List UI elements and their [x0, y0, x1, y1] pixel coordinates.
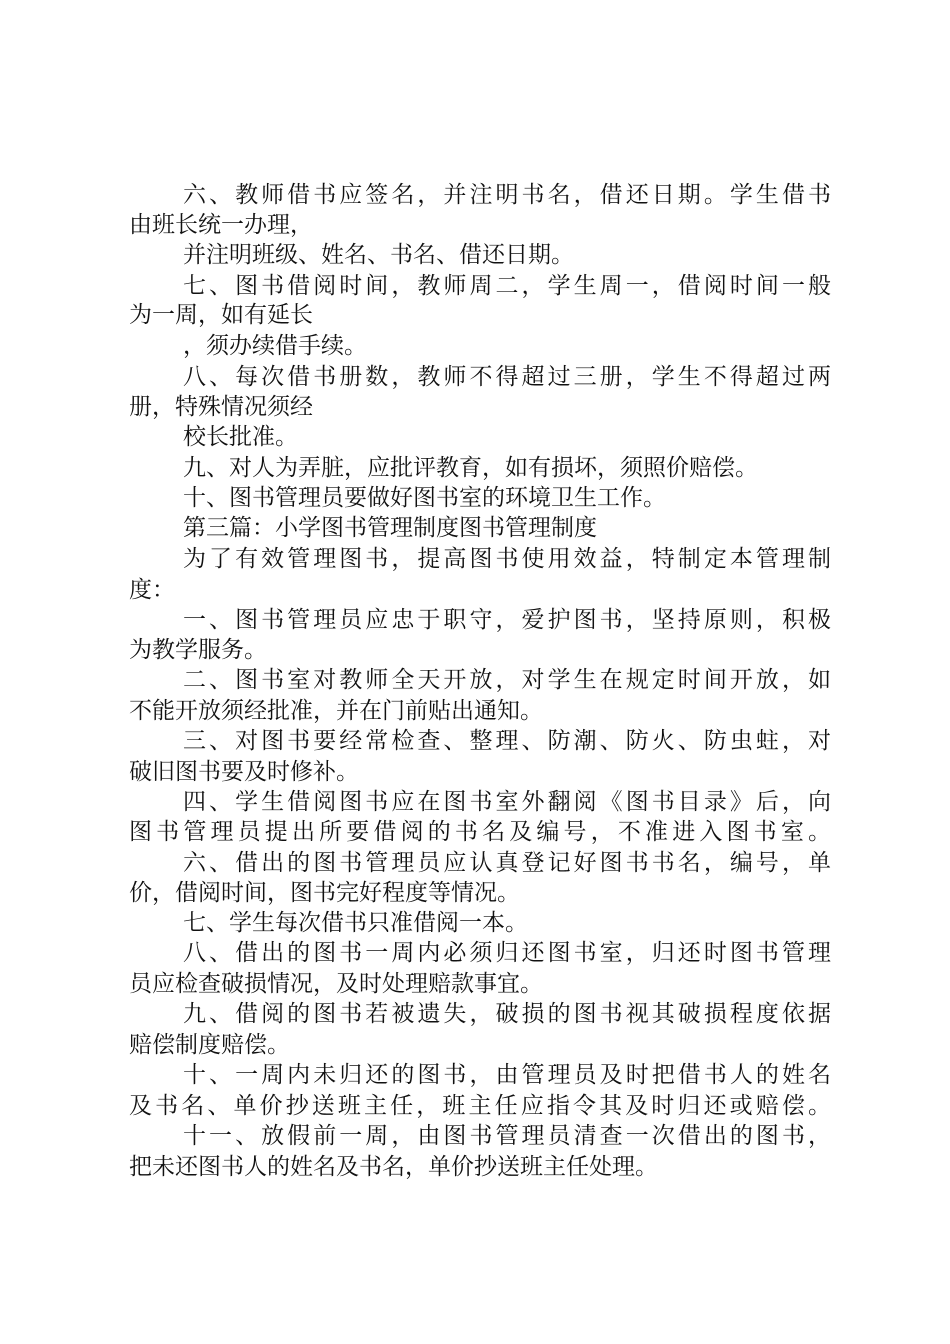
text-line: 由班长统一办理， [129, 212, 313, 238]
text-line: 七、学生每次借书只准借阅一本。 [183, 910, 528, 936]
text-line: 十、一周内未归还的图书，由管理员及时把借书人的姓名 [183, 1062, 831, 1088]
text-line: 七、图书借阅时间，教师周二，学生周一，借阅时间一般 [183, 273, 831, 299]
text-line: 员应检查破损情况，及时处理赔款事宜。 [129, 971, 543, 997]
text-line: 一、图书管理员应忠于职守，爱护图书，坚持原则，积极 [183, 607, 831, 633]
text-line: 为一周，如有延长 [129, 302, 313, 328]
text-line: 为了有效管理图书，提高图书使用效益，特制定本管理制 [183, 546, 831, 572]
text-line: ，须办续借手续。 [183, 333, 367, 359]
text-line: 册，特殊情况须经 [129, 394, 313, 420]
text-line: 把未还图书人的姓名及书名，单价抄送班主任处理。 [129, 1154, 658, 1180]
text-line: 六、借出的图书管理员应认真登记好图书书名，编号，单 [183, 850, 831, 876]
text-line: 为教学服务。 [129, 637, 267, 663]
text-line: 二、图书室对教师全天开放，对学生在规定时间开放，如 [183, 667, 831, 693]
text-line: 及书名、单价抄送班主任，班主任应指令其及时归还或赔偿。 [129, 1093, 831, 1119]
text-line: 价，借阅时间，图书完好程度等情况。 [129, 880, 520, 906]
text-line: 九、借阅的图书若被遗失，破损的图书视其破损程度依据 [183, 1001, 831, 1027]
text-line: 破旧图书要及时修补。 [129, 759, 359, 785]
text-line: 度： [129, 577, 175, 603]
text-line: 赔偿制度赔偿。 [129, 1032, 290, 1058]
text-line: 八、每次借书册数，教师不得超过三册，学生不得超过两 [183, 364, 831, 390]
text-line: 四、学生借阅图书应在图书室外翻阅《图书目录》后，向 [183, 789, 831, 815]
text-line: 十一、放假前一周，由图书管理员清查一次借出的图书， [183, 1123, 831, 1149]
section-heading: 第三篇：小学图书管理制度图书管理制度 [183, 515, 597, 541]
text-line: 十、图书管理员要做好图书室的环境卫生工作。 [183, 485, 666, 511]
text-line: 八、借出的图书一周内必须归还图书室，归还时图书管理 [183, 940, 831, 966]
text-line: 并注明班级、姓名、书名、借还日期。 [183, 242, 574, 268]
text-line: 校长批准。 [183, 424, 298, 450]
text-line: 三、对图书要经常检查、整理、防潮、防火、防虫蛀，对 [183, 728, 831, 754]
text-line: 图书管理员提出所要借阅的书名及编号，不准进入图书室。 [129, 819, 831, 845]
text-line: 九、对人为弄脏，应批评教育，如有损坏，须照价赔偿。 [183, 455, 758, 481]
text-line: 不能开放须经批准，并在门前贴出通知。 [129, 698, 543, 724]
text-line: 六、教师借书应签名，并注明书名，借还日期。学生借书 [183, 182, 831, 208]
